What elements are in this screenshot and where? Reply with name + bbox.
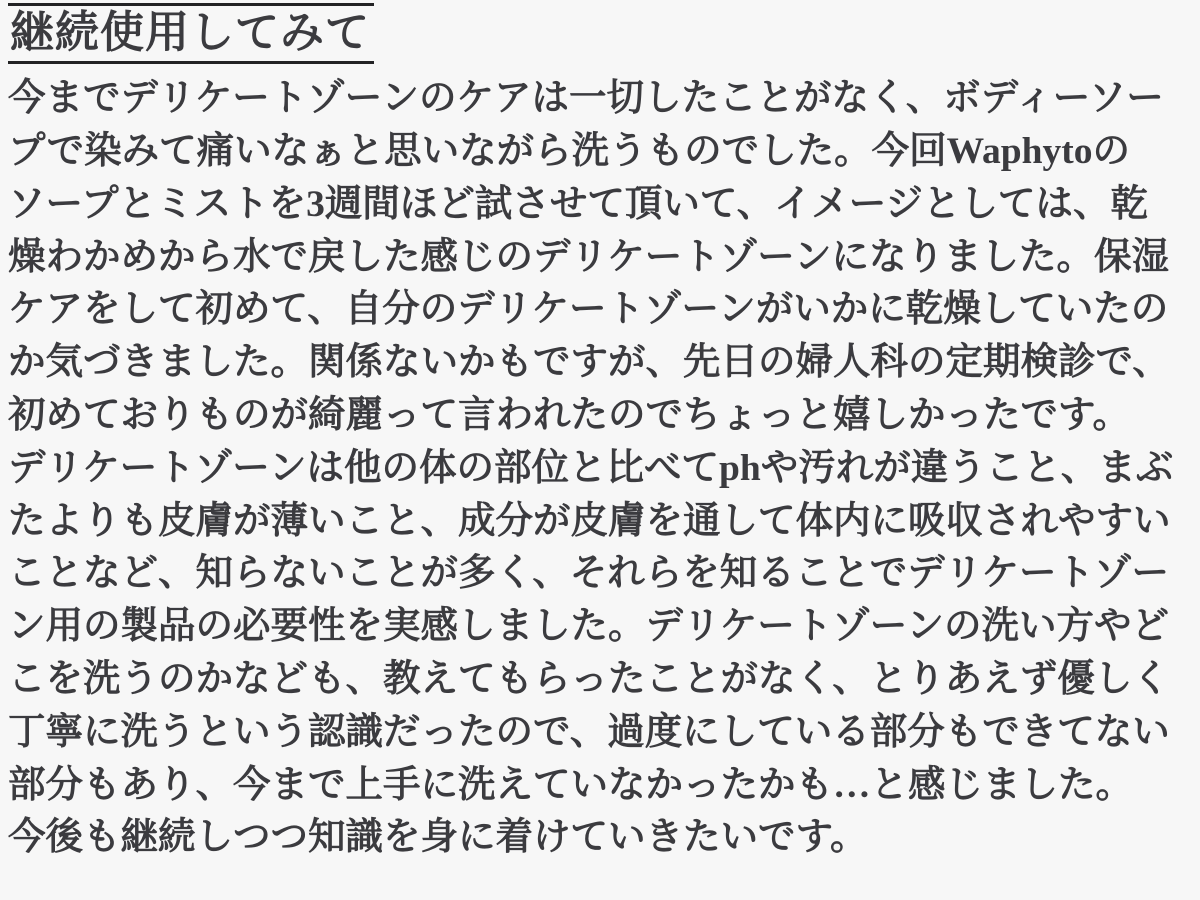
text-line: 丁寧に洗うという認識だったので、過度にしている部分もできてない bbox=[8, 711, 1170, 753]
text-line: か気づきました。関係ないかもですが、先日の婦人科の定期検診で、 bbox=[8, 342, 1170, 384]
text-line: デリケートゾーンは他の体の部位と比べてphや汚れが違うこと、まぶ bbox=[8, 447, 1174, 489]
text-line: 燥わかめから水で戻した感じのデリケートゾーンになりました。保湿 bbox=[8, 236, 1169, 278]
text-line: ことなど、知らないことが多く、それらを知ることでデリケートゾー bbox=[8, 553, 1169, 595]
text-line: こを洗うのかなども、教えてもらったことがなく、とりあえず優しく bbox=[8, 659, 1170, 701]
text-line: ケアをして初めて、自分のデリケートゾーンがいかに乾燥していたの bbox=[8, 289, 1169, 331]
text-line: 今までデリケートゾーンのケアは一切したことがなく、ボディーソー bbox=[8, 78, 1164, 120]
text-line: プで染みて痛いなぁと思いながら洗うものでした。今回Waphytoの bbox=[8, 131, 1131, 173]
review-body bbox=[8, 73, 1196, 865]
text-line: 初めておりものが綺麗って言われたのでちょっと嬉しかったです。 bbox=[8, 395, 1130, 437]
text-line: 今後も継続しつつ知識を身に着けていきたいです。 bbox=[8, 817, 868, 859]
review-title: 継続使用してみて bbox=[8, 3, 374, 64]
text-line: ン用の製品の必要性を実感しました。デリケートゾーンの洗い方やど bbox=[8, 606, 1169, 648]
text-line: たよりも皮膚が薄いこと、成分が皮膚を通して体内に吸収されやすい bbox=[8, 500, 1171, 542]
text-line: 部分もあり、今まで上手に洗えていなかったかも…と感じました。 bbox=[8, 764, 1133, 806]
text-line: ソープとミストを3週間ほど試させて頂いて、イメージとしては、乾 bbox=[8, 183, 1148, 225]
